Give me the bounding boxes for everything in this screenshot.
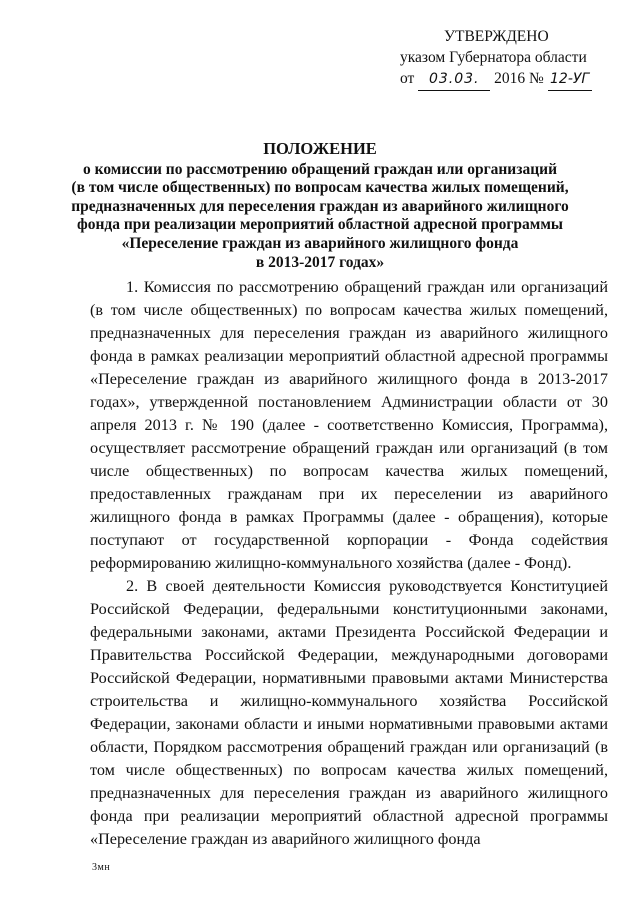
approval-title: УТВЕРЖДЕНО: [444, 28, 549, 45]
title-line: «Переселение граждан из аварийного жилищного фонда: [121, 234, 519, 252]
document-body: [90, 276, 608, 851]
document-title: [70, 140, 570, 272]
paragraph-2: 2. В своей деятельности Комиссия руководствуется Конституцией Российской Федерации, федеральными конституционными законами, федеральными законами, актами Президента Российской Федерации и Правительства Российской Федерации, международными договорами Российской Федерации, нормативными правовыми актами Министерства строительства и жилищно-коммунального хозяйства Российской Федерации, законами области и иными нормативными правовыми актами области, Порядком рассмотрения обращений граждан или организаций (в том числе общественных) по вопросам качества жилых помещений, предназначенных для переселения граждан из аварийного жилищного фонда при реализации мероприятий областной адресной программы «Переселение граждан из аварийного жилищного фонда: [90, 577, 608, 848]
footer-code: 3мн: [92, 862, 111, 873]
title-line: фонда при реализации мероприятий областной адресной программы: [76, 216, 564, 234]
approval-date-prefix: от: [400, 70, 415, 87]
title-heading: ПОЛОЖЕНИЕ: [263, 139, 377, 158]
title-line: предназначенных для переселения граждан из аварийного жилищного: [71, 197, 569, 215]
handwritten-date: 03.03.: [418, 69, 490, 91]
approval-authority: указом Губернатора области: [400, 49, 587, 66]
title-line: в 2013-2017 годах»: [255, 253, 385, 271]
handwritten-number: 12-УГ: [548, 69, 592, 91]
title-line: (в том числе общественных) по вопросам качества жилых помещений,: [71, 179, 569, 197]
title-line: о комиссии по рассмотрению обращений граждан или организаций: [82, 160, 558, 178]
approval-date-line: [400, 68, 610, 91]
approval-year: 2016 №: [494, 70, 544, 87]
approval-stamp: [400, 26, 610, 91]
paragraph-1: 1. Комиссия по рассмотрению обращений граждан или организаций (в том числе общественных) по вопросам качества жилых помещений, предназначенных для переселения граждан из аварийного жилищного фонда в рамках реализации мероприятий областной адресной программы «Переселение граждан из аварийного жилищного фонда в 2013-2017 годах», утвержденной постановлением Администрации области от 30 апреля 2013 г. № 190 (далее - соответственно Комиссия, Программа), осуществляет рассмотрение обращений граждан или организаций (в том числе общественных) по вопросам качества жилых помещений, предоставленных гражданам при их переселении из аварийного жилищного фонда в рамках Программы (далее - обращения), которые поступают от государственной корпорации - Фонда содействия реформированию жилищно-коммунального хозяйства (далее - Фонд).: [90, 278, 608, 572]
